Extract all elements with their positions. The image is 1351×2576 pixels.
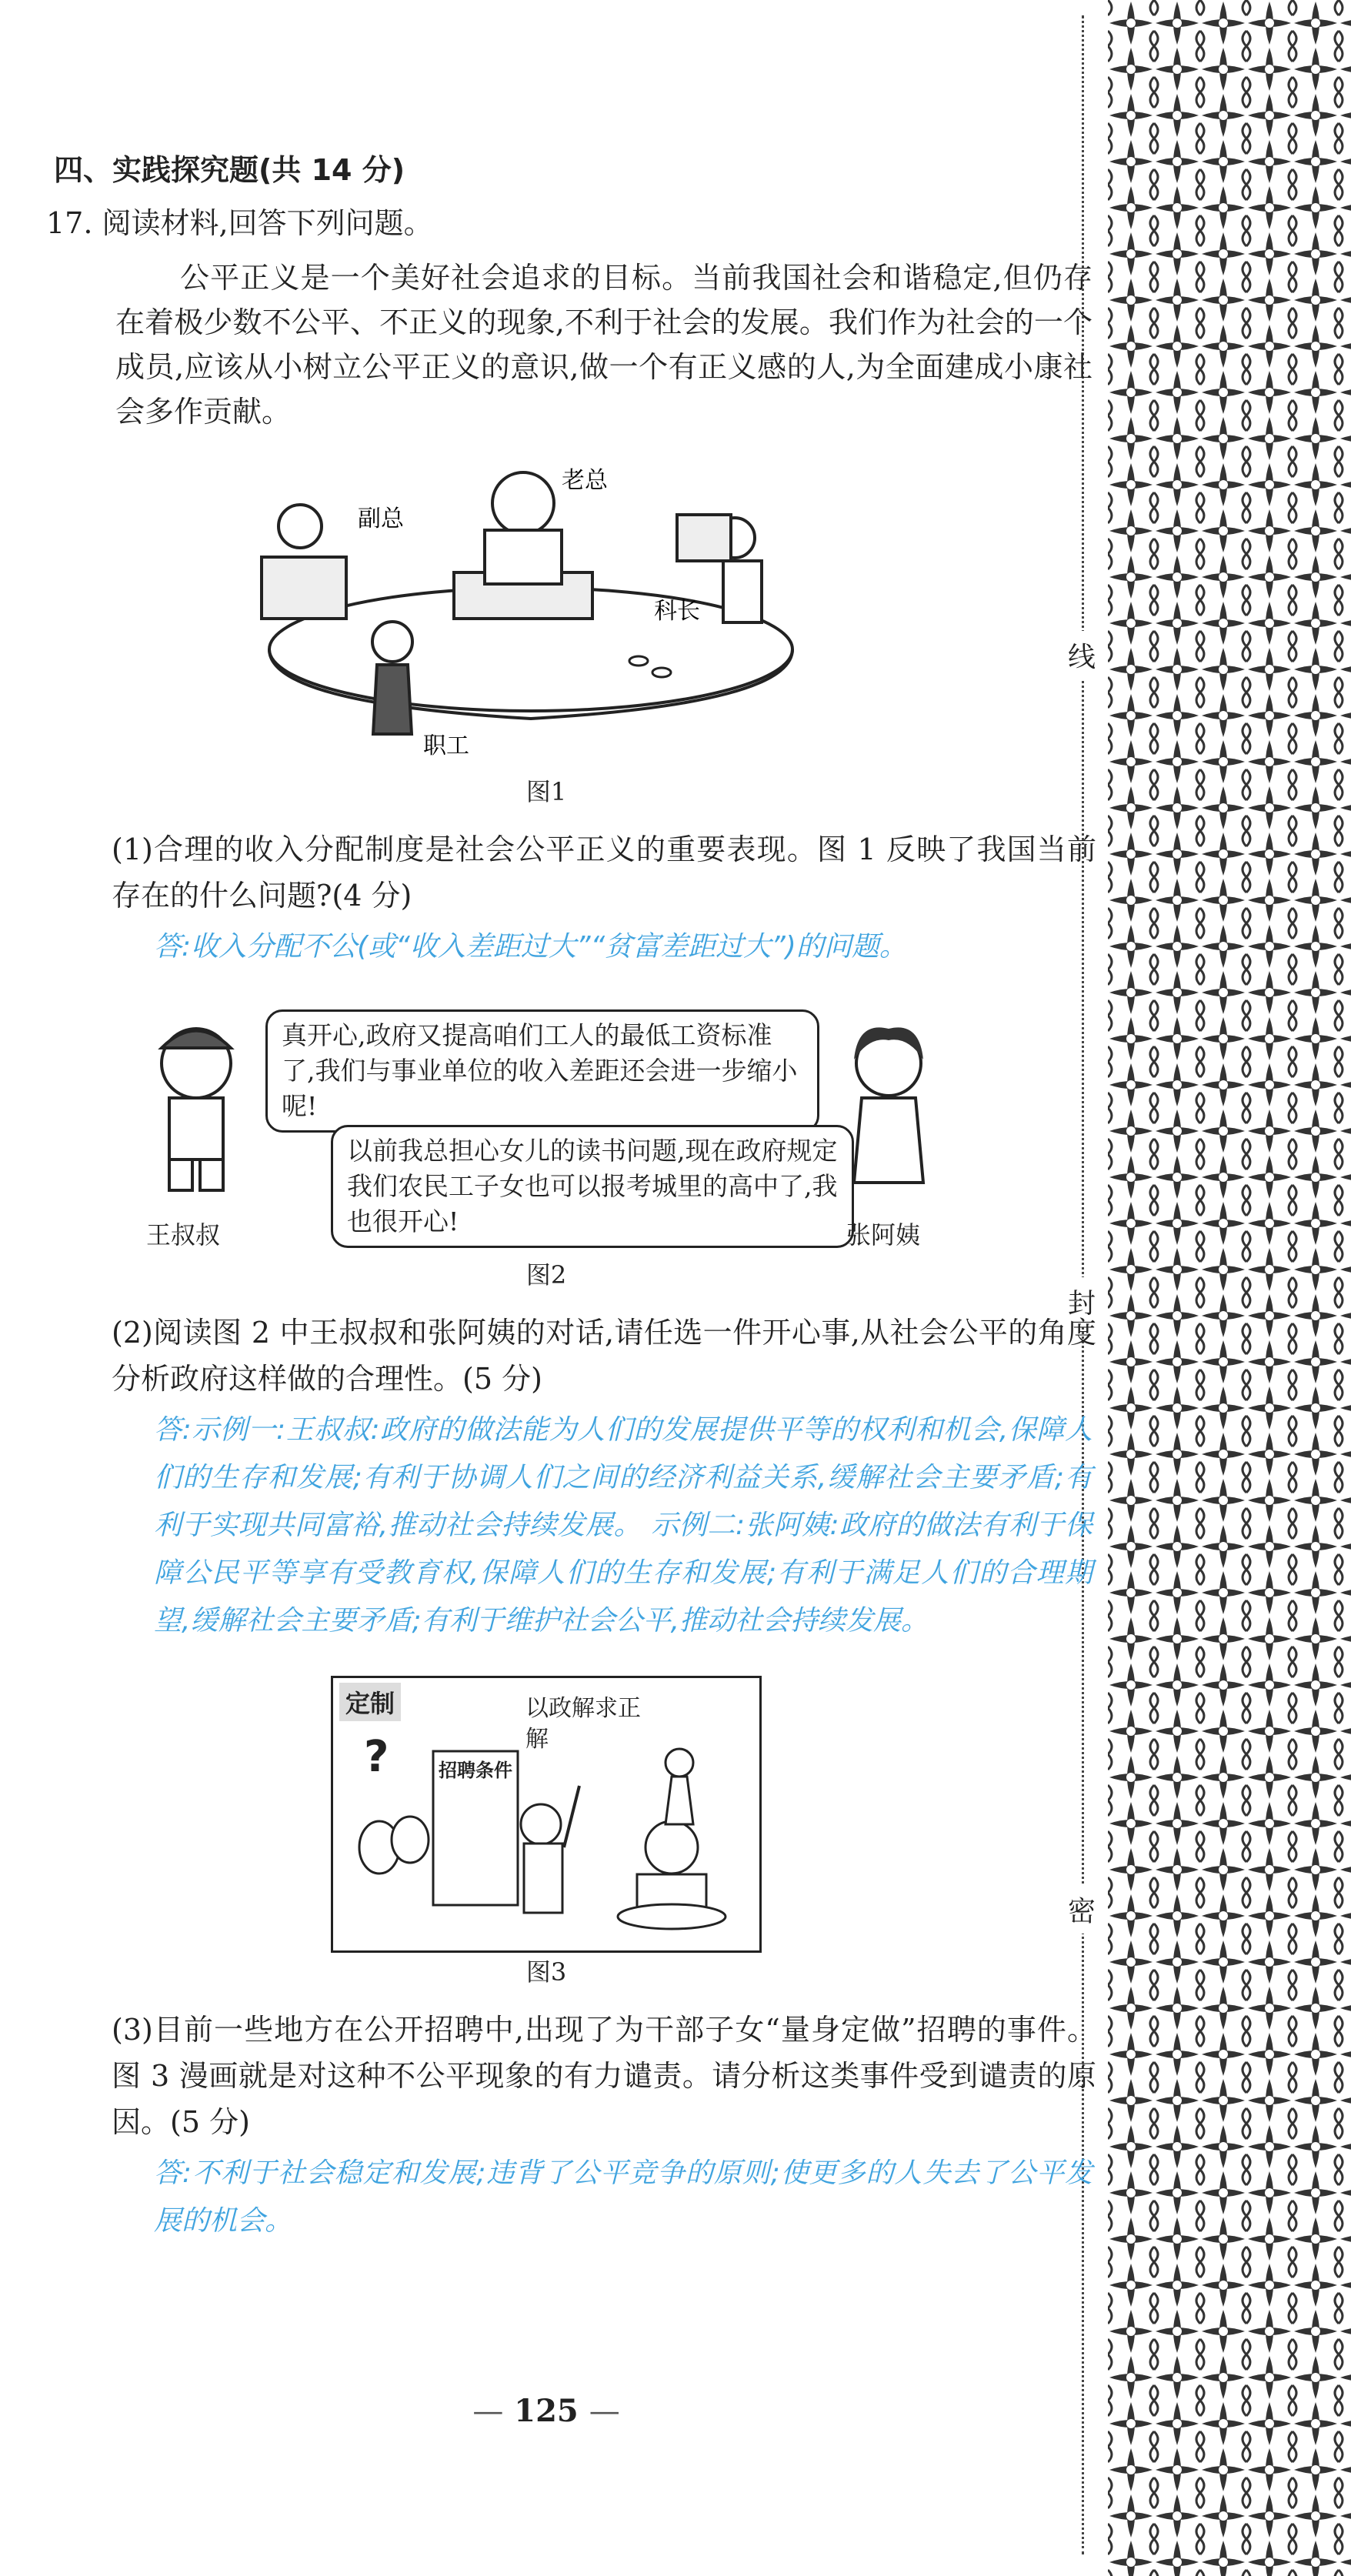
label-uncle-wang: 王叔叔 xyxy=(146,1220,221,1250)
figure-1-cartoon xyxy=(162,442,931,772)
question-title: 阅读材料,回答下列问题。 xyxy=(102,206,433,240)
margin-label-xian: 线 xyxy=(1066,631,1097,679)
figure-1-caption: 图1 xyxy=(525,777,567,806)
label-worker: 职工 xyxy=(423,732,469,759)
page-number xyxy=(454,2393,639,2429)
decorative-border-pattern xyxy=(1108,0,1351,2576)
margin-label-feng: 封 xyxy=(1066,1277,1097,1326)
answer-3: 答:不利于社会稳定和发展;违背了公平竞争的原则;使更多的人失去了公平发展的机会。 xyxy=(154,2157,1092,2237)
section-title: 四、实践探究题(共 14 分) xyxy=(54,153,405,187)
figure-3 xyxy=(331,1676,762,1953)
figure-2 xyxy=(131,1002,962,1256)
recruitment-sign-label: 招聘条件 xyxy=(439,1760,512,1781)
label-boss: 老总 xyxy=(562,467,608,494)
figure-3-caption: 图3 xyxy=(525,1957,567,1987)
margin-label-mi: 密 xyxy=(1066,1885,1097,1934)
figure-2-caption: 图2 xyxy=(525,1260,567,1290)
answer-2: 答:示例一:王叔叔:政府的做法能为人们的发展提供平等的权利和机会,保障人们的生存和发展;有利于协调人们之间的经济利益关系,缓解社会主要矛盾;有利于实现共同富裕,推动社会持续发展。 示例二:张阿姨:政府的做法有利于保障公民平等享有受教育权,保障人们的生存和发展;有利于满足人们的合理期望,缓解社会主要矛盾;有利于维护社会公平,推动社会持续发展。 xyxy=(154,1414,1092,1637)
passage-text: 公平正义是一个美好社会追求的目标。当前我国社会和谐稳定,但仍存在着极少数不公平、不正义的现象,不利于社会的发展。我们作为社会的一个成员,应该从小树立公平正义的意识,做一个有正义感的人,为全面建成小康社会多作贡献。 xyxy=(115,261,1092,429)
page-dash-left: — xyxy=(472,2394,504,2429)
question-number: 17. xyxy=(46,206,93,240)
figure-3-cartoon xyxy=(333,1678,759,1950)
figure-3-tag: 定制 xyxy=(339,1683,401,1721)
answer-1: 答:收入分配不公(或“收入差距过大”“贫富差距过大”)的问题。 xyxy=(154,931,907,963)
speech-bubble-zhang: 以前我总担心女儿的读书问题,现在政府规定我们农民工子女也可以报考城里的高中了,我也很开心! xyxy=(331,1125,854,1248)
question-mark-icon: ? xyxy=(364,1732,389,1782)
label-aunt-zhang: 张阿姨 xyxy=(846,1220,921,1250)
aunt-zhang-figure xyxy=(823,1017,954,1194)
subquestion-3: (3)目前一些地方在公开招聘中,出现了为干部子女“量身定做”招聘的事件。图 3 漫画就是对这种不公平现象的有力谴责。请分析这类事件受到谴责的原因。(5 分) xyxy=(112,2013,1096,2139)
page-dash-right: — xyxy=(589,2394,620,2429)
subquestion-1: (1)合理的收入分配制度是社会公平正义的重要表现。图 1 反映了我国当前存在的什么问题?(4 分) xyxy=(112,833,1096,913)
figure-3-caption-text: 以政解求正解 xyxy=(525,1695,641,1753)
reading-passage xyxy=(115,255,1092,434)
uncle-wang-figure xyxy=(131,1017,262,1194)
main-content xyxy=(46,146,1096,2276)
page-number-value: 125 xyxy=(514,2393,579,2429)
label-section-chief: 科长 xyxy=(654,598,700,625)
figure-1 xyxy=(162,442,931,772)
label-vice: 副总 xyxy=(358,506,404,532)
subquestion-2: (2)阅读图 2 中王叔叔和张阿姨的对话,请任选一件开心事,从社会公平的角度分析政府这样做的合理性。(5 分) xyxy=(112,1316,1096,1396)
speech-bubble-wang: 真开心,政府又提高咱们工人的最低工资标准了,我们与事业单位的收入差距还会进一步缩小呢! xyxy=(265,1009,819,1133)
question-heading xyxy=(46,199,1046,242)
